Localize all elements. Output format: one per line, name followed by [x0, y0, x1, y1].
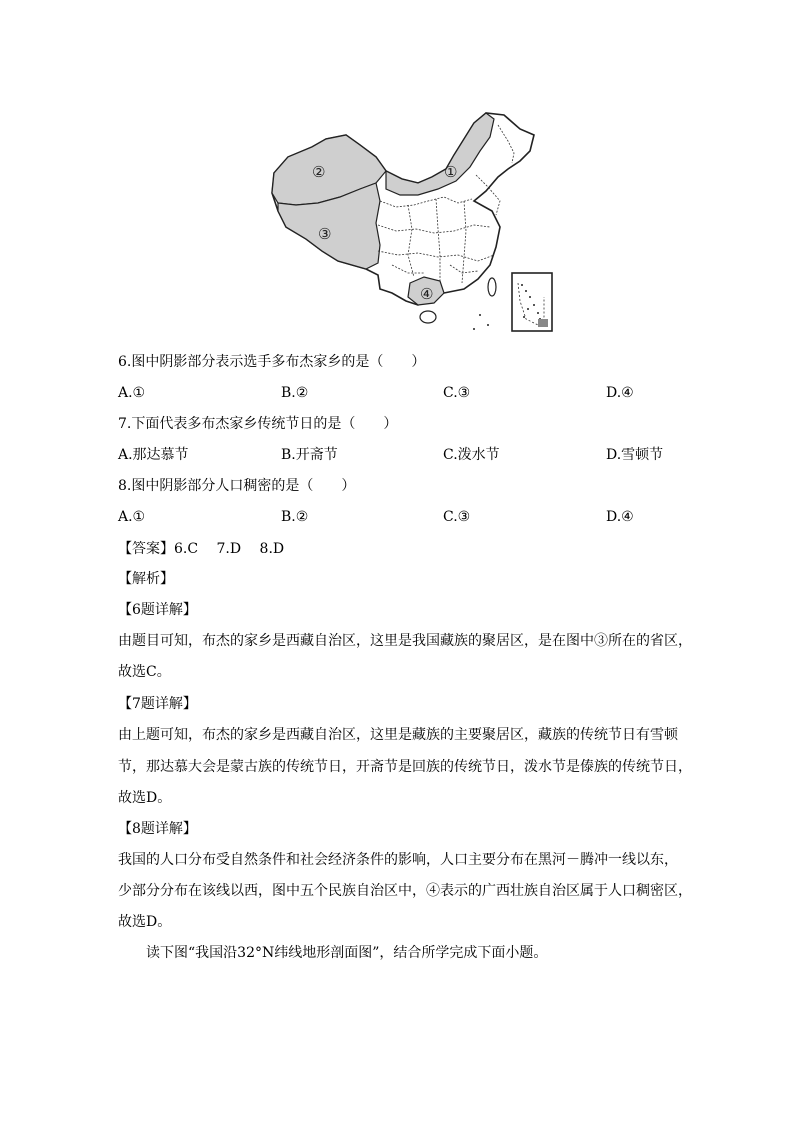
detail-7-title: 【7题详解】: [118, 696, 197, 712]
detail-8-line-3: 故选D。: [118, 914, 172, 930]
q7-option-c: C.泼水节: [443, 447, 500, 463]
taiwan-island: [488, 278, 496, 296]
q6-option-a: A.①: [118, 385, 146, 401]
answer-line: 【答案】6.C 7.D 8.D: [118, 541, 285, 557]
marker-1: ①: [444, 163, 458, 181]
marker-2: ②: [312, 163, 326, 181]
analysis-heading: 【解析】: [118, 571, 174, 587]
q8-option-a: A.①: [118, 509, 146, 525]
q7-option-a: A.那达慕节: [118, 447, 189, 463]
q8-option-d: D.④: [606, 509, 634, 525]
q8-stem: 8.图中阴影部分人口稠密的是（ ）: [118, 478, 356, 494]
detail-8-title: 【8题详解】: [118, 821, 197, 837]
q7-stem: 7.下面代表多布杰家乡传统节日的是（ ）: [118, 416, 398, 432]
q6-option-c: C.③: [443, 385, 471, 401]
china-map: [268, 105, 558, 337]
q6-option-b: B.②: [281, 385, 309, 401]
q8-option-b: B.②: [281, 509, 309, 525]
detail-6-line-2: 故选C。: [118, 664, 171, 680]
q7-option-d: D.雪顿节: [606, 447, 664, 463]
detail-7-line-1: 由上题可知，布杰的家乡是西藏自治区，这里是藏族的主要聚居区，藏族的传统节日有雪顿: [118, 727, 678, 743]
detail-7-line-2: 节，那达慕大会是蒙古族的传统节日，开斋节是回族的传统节日，泼水节是傣族的传统节日，: [118, 759, 692, 775]
detail-7-line-3: 故选D。: [118, 790, 172, 806]
marker-4: ④: [420, 285, 434, 303]
q6-option-d: D.④: [606, 385, 634, 401]
detail-8-line-2: 少部分分布在该线以西，图中五个民族自治区中，④表示的广西壮族自治区属于人口稠密区，: [118, 883, 692, 899]
detail-6-line-1: 由题目可知，布杰的家乡是西藏自治区，这里是我国藏族的聚居区，是在图中③所在的省区，: [118, 633, 692, 649]
q7-option-b: B.开斋节: [281, 447, 338, 463]
q8-option-c: C.③: [443, 509, 471, 525]
next-question-intro: 读下图“我国沿32°N纬线地形剖面图”，结合所学完成下面小题。: [146, 945, 548, 961]
marker-3: ③: [318, 225, 332, 243]
hainan-island: [420, 311, 436, 323]
detail-8-line-1: 我国的人口分布受自然条件和社会经济条件的影响，人口主要分布在黑河－腾冲一线以东，: [118, 852, 678, 868]
q6-stem: 6.图中阴影部分表示选手多布杰家乡的是（ ）: [118, 354, 426, 370]
detail-6-title: 【6题详解】: [118, 602, 197, 618]
